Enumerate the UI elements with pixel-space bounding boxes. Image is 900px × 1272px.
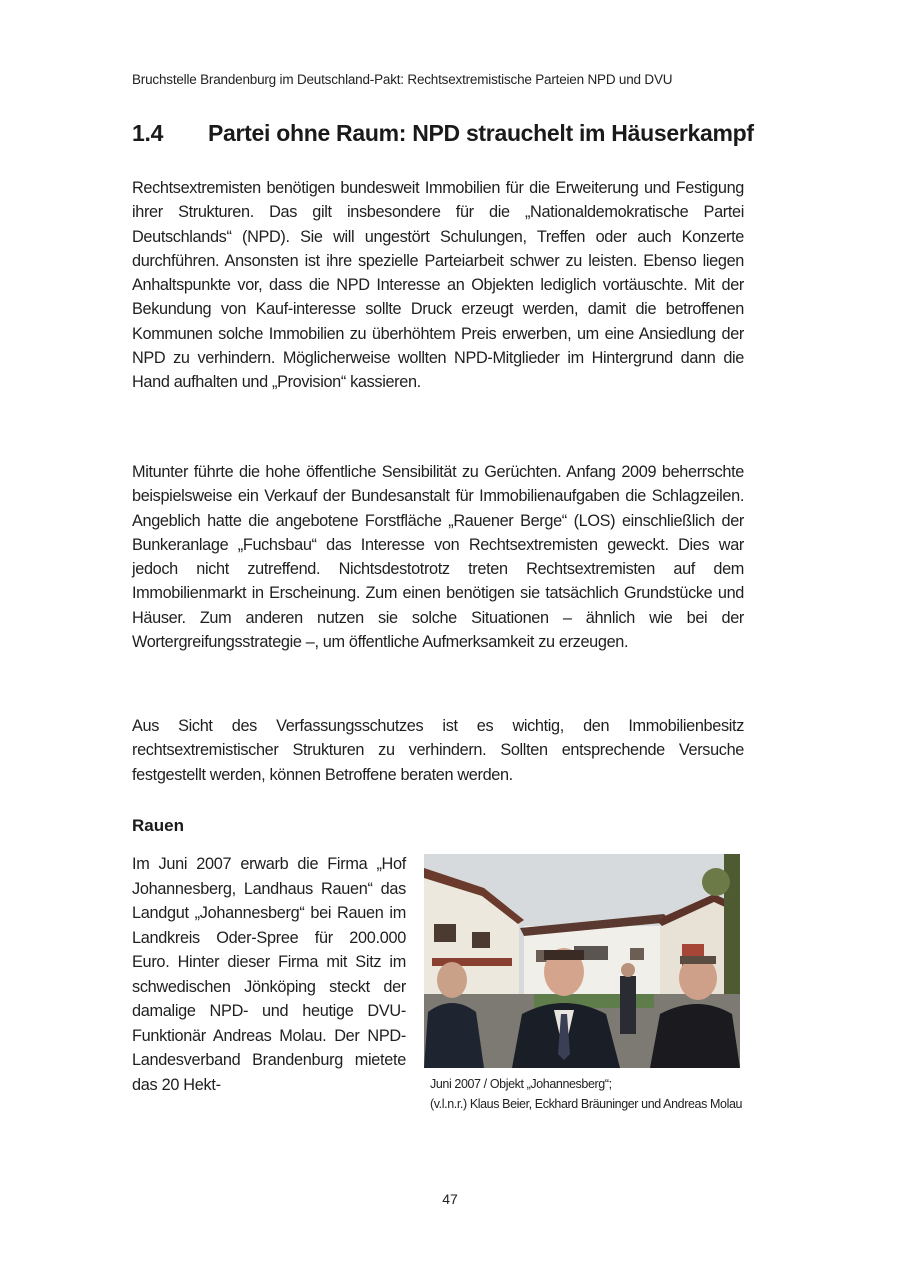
page-number: 47 bbox=[442, 1191, 458, 1207]
section-heading: Rauen bbox=[132, 816, 184, 835]
caption-line: Juni 2007 / Objekt „Johannesberg“; bbox=[430, 1077, 612, 1091]
paragraph: Rechtsextremisten benötigen bundesweit Immobilien für die Erweiterung und Festigung ihrer Strukturen. Das gilt insbesondere für die „Nationaldemokratische Partei Deutschlands“ (NPD). Sie will ungestört Schulungen, Treffen oder auch Konzerte durchführen. Ansonsten ist ihre spezielle Parteiarbeit schwer zu leisten. Ebenso liegen Anhaltspunkte vor, dass die NPD Interesse an Objekten lediglich vortäuschte. Mit der Bekundung von Kauf-interesse sollte Druck erzeugt werden, damit die betroffenen Kommunen solche Immobilien zu überhöhtem Preis erwerben, um eine Ansiedlung der NPD zu verhindern. Möglicherweise wollten NPD-Mitglieder im Hintergrund dann die Hand aufhalten und „Provision“ kassieren. bbox=[132, 179, 744, 392]
photo bbox=[424, 854, 740, 1068]
chapter-title: Partei ohne Raum: NPD strauchelt im Häuserkampf bbox=[208, 120, 754, 146]
section-paragraph: Im Juni 2007 erwarb die Firma „Hof Johannesberg, Landhaus Rauen“ das Landgut „Johannesberg“ bei Rauen im Landkreis Oder-Spree für 200.000 Euro. Hinter dieser Firma mit Sitz im schwedischen Jönköping steckt der damalige NPD- und heutige DVU-Funktionär Andreas Molau. Der NPD-Landesverband Brandenburg mietete das 20 Hekt- bbox=[132, 855, 406, 1094]
paragraph: Aus Sicht des Verfassungsschutzes ist es wichtig, den Immobilienbesitz rechtsextremistischer Strukturen zu verhindern. Sollten entsprechende Versuche festgestellt werden, können Betroffene beraten werden. bbox=[132, 717, 744, 784]
chapter-number: 1.4 bbox=[132, 120, 164, 146]
paragraph: Mitunter führte die hohe öffentliche Sensibilität zu Gerüchten. Anfang 2009 beherrschte beispielsweise ein Verkauf der Bundesanstalt für Immobilienaufgaben die Schlagzeilen. Angeblich hatte die angebotene Forstfläche „Rauener Berge“ (LOS) einschließlich der Bunkeranlage „Fuchsbau“ das Interesse von Rechtsextremisten geweckt. Dies war jedoch nicht zutreffend. Nichtsdestotrotz treten Rechtsextremisten auf dem Immobilienmarkt in Erscheinung. Zum einen benötigen sie tatsächlich Grundstücke und Häuser. Zum anderen nutzen sie solche Situationen – ähnlich wie bei der Wortergreifungsstrategie –, um öffentliche Aufmerksamkeit zu erzeugen. bbox=[132, 463, 744, 652]
chapter-heading bbox=[132, 120, 782, 147]
running-header: Bruchstelle Brandenburg im Deutschland-Pakt: Rechtsextremistische Parteien NPD und DVU bbox=[132, 72, 673, 87]
photo-caption bbox=[430, 1074, 750, 1114]
caption-line: (v.l.n.r.) Klaus Beier, Eckhard Bräuninger und Andreas Molau bbox=[430, 1097, 743, 1111]
